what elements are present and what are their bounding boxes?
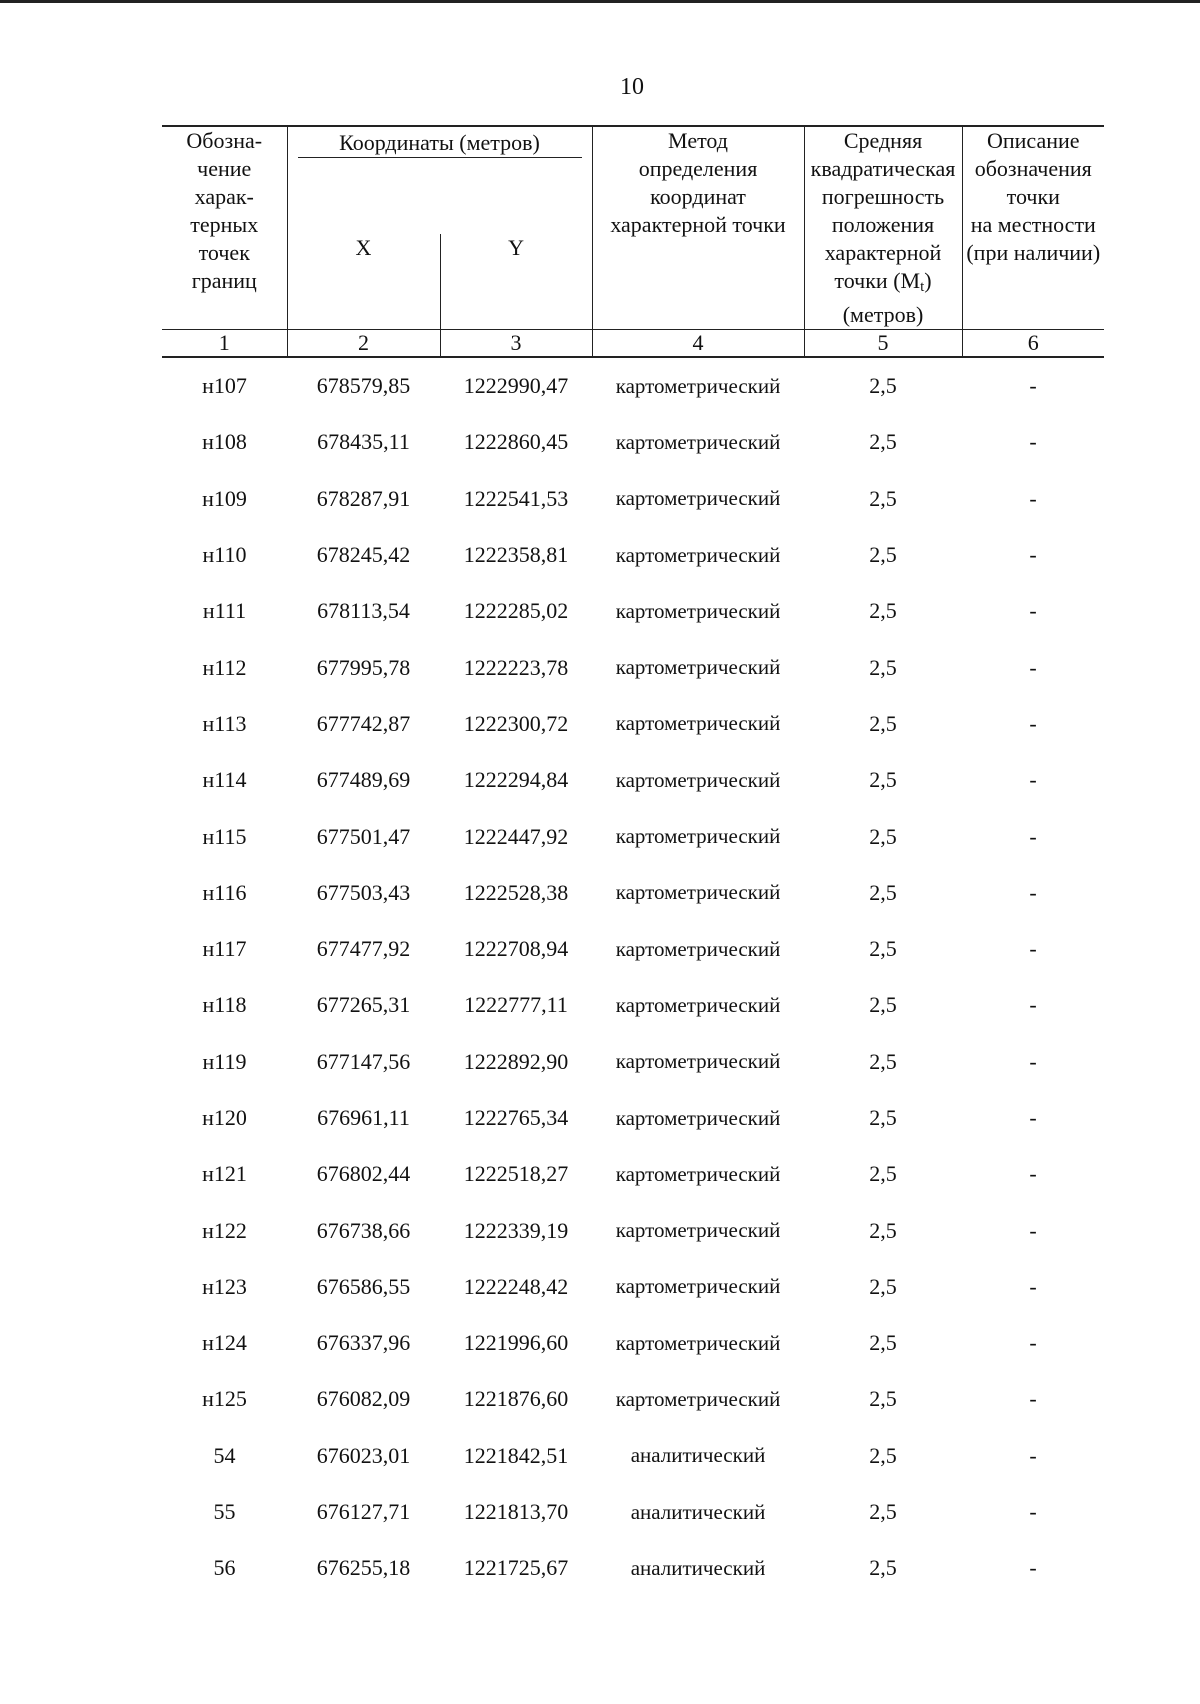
cell-method: картометрический [615,880,781,905]
cell-y: 1222518,27 [463,1161,569,1187]
cell-description: - [1029,767,1037,793]
cell-error: 2,5 [869,992,897,1018]
cell-method: картометрический [615,598,781,623]
cell-y: 1222777,11 [464,992,568,1018]
cell-error: 2,5 [869,1161,897,1187]
cell-x: 677501,47 [316,823,411,849]
cell-point: н107 [202,373,247,399]
column-number: 5 [804,330,962,358]
cell-method: картометрический [615,936,781,961]
cell-point: 55 [213,1499,236,1525]
cell-method: картометрический [615,486,781,511]
cell-description: - [1029,429,1037,455]
cell-x: 678287,91 [316,485,411,511]
cell-point: н108 [202,429,247,455]
cell-x: 677265,31 [316,992,411,1018]
cell-description: - [1029,654,1037,680]
cell-y: 1222358,81 [463,542,569,568]
header-mean-error-units: ) (метров) [842,268,932,327]
table-row [162,752,1104,808]
cell-error: 2,5 [869,1048,897,1074]
cell-error: 2,5 [869,1217,897,1243]
cell-error: 2,5 [869,710,897,736]
cell-point: н112 [202,654,247,680]
cell-description: - [1029,1217,1037,1243]
cell-x: 676961,11 [317,1105,410,1130]
cell-point: н120 [202,1105,247,1130]
table-row [162,1034,1104,1090]
cell-method: картометрический [615,1049,781,1074]
table-row [162,357,1104,414]
column-number: 3 [440,330,592,358]
cell-y: 1221996,60 [463,1330,569,1356]
cell-x: 676586,55 [316,1273,411,1299]
cell-error: 2,5 [869,1442,897,1468]
cell-x: 676127,71 [316,1499,411,1525]
cell-description: - [1029,1105,1037,1130]
cell-method: картометрический [615,767,781,792]
cell-y: 1222708,94 [463,936,569,962]
cell-x: 678579,85 [316,373,411,399]
cell-point: н109 [202,485,247,511]
table-row [162,527,1104,583]
header-method: Метод определения координат характерной точки [592,126,804,330]
cell-y: 1222990,47 [463,373,569,399]
header-mean-error [804,126,962,330]
table-row [162,1315,1104,1371]
cell-description: - [1029,1161,1037,1187]
cell-method: картометрический [615,1161,781,1186]
cell-x: 678245,42 [316,542,411,568]
table-row [162,1090,1104,1146]
cell-method: аналитический [630,1443,766,1468]
cell-method: картометрический [615,1274,781,1299]
cell-description: - [1029,598,1037,624]
cell-error: 2,5 [869,1555,897,1581]
cell-description: - [1029,879,1037,905]
cell-error: 2,5 [869,1386,897,1412]
table-row [162,414,1104,470]
cell-point: н122 [202,1217,247,1243]
cell-method: картометрический [615,711,781,736]
header-point-designation: Обозна- чение харак- терных точек границ [162,126,287,330]
cell-error: 2,5 [869,485,897,511]
cell-method: картометрический [615,992,781,1017]
cell-point: н114 [202,767,247,793]
header-mean-error-subscript: t [920,279,925,295]
column-number-row [162,330,1104,358]
cell-x: 676802,44 [316,1161,411,1187]
cell-description: - [1029,485,1037,511]
cell-description: - [1029,1273,1037,1299]
cell-description: - [1029,1499,1037,1525]
page-number: 10 [620,74,644,100]
cell-description: - [1029,1330,1037,1356]
cell-method: картометрический [615,1330,781,1355]
table-row [162,1202,1104,1258]
cell-method: аналитический [630,1499,766,1524]
cell-error: 2,5 [869,598,897,624]
cell-y: 1222765,34 [463,1105,569,1130]
cell-point: 56 [213,1555,236,1581]
cell-y: 1222541,53 [463,485,569,511]
header-coordinates-title: Координаты (метров) [298,129,582,158]
cell-y: 1222300,72 [463,710,569,736]
cell-method: картометрический [615,429,781,454]
cell-error: 2,5 [869,654,897,680]
table-row [162,471,1104,527]
cell-point: н115 [202,823,247,849]
table-row [162,1428,1104,1484]
cell-description: - [1029,936,1037,962]
table-row [162,1146,1104,1202]
table-header-row [162,126,1104,234]
cell-y: 1222447,92 [463,823,569,849]
cell-description: - [1029,1386,1037,1412]
cell-point: н113 [202,710,247,736]
header-x: X [287,234,440,330]
header-y: Y [440,234,592,330]
cell-description: - [1029,1442,1037,1468]
header-mean-error-text: Средняя квадратическая погрешность положения характерной точки (M [810,128,956,293]
cell-y: 1221876,60 [463,1386,569,1412]
cell-point: н125 [202,1386,247,1412]
cell-error: 2,5 [869,1330,897,1356]
cell-y: 1221813,70 [463,1499,569,1525]
column-number: 1 [162,330,287,358]
cell-description: - [1029,1048,1037,1074]
cell-x: 677489,69 [316,767,411,793]
boundary-points-table [162,125,1104,1597]
cell-y: 1221842,51 [463,1442,569,1468]
cell-method: аналитический [630,1555,766,1580]
table-row [162,865,1104,921]
table-row [162,639,1104,695]
cell-error: 2,5 [869,879,897,905]
cell-error: 2,5 [869,1499,897,1525]
cell-method: картометрический [615,1105,781,1130]
cell-y: 1222285,02 [463,598,569,624]
cell-x: 677503,43 [316,879,411,905]
cell-point: н121 [202,1161,247,1187]
cell-method: картометрический [615,655,781,680]
table-row [162,808,1104,864]
cell-method: картометрический [615,542,781,567]
cell-error: 2,5 [869,823,897,849]
cell-point: н117 [202,936,247,962]
column-number: 4 [592,330,804,358]
cell-point: н124 [202,1330,247,1356]
cell-error: 2,5 [869,373,897,399]
cell-x: 677995,78 [316,654,411,680]
cell-y: 1222248,42 [463,1273,569,1299]
header-coordinates [287,126,592,234]
table-row [162,583,1104,639]
page-top-edge [0,0,1200,3]
column-number: 6 [962,330,1104,358]
cell-description: - [1029,373,1037,399]
cell-x: 676082,09 [316,1386,411,1412]
table-row [162,1484,1104,1540]
table-row [162,1540,1104,1596]
cell-y: 1221725,67 [463,1555,569,1581]
table-row [162,696,1104,752]
cell-method: картометрический [615,824,781,849]
cell-x: 676023,01 [316,1442,411,1468]
cell-method: картометрический [615,1218,781,1243]
cell-y: 1222223,78 [463,654,569,680]
cell-point: 54 [213,1442,236,1468]
cell-y: 1222860,45 [463,429,569,455]
cell-error: 2,5 [869,936,897,962]
header-description: Описание обозначения точки на местности (при наличии) [962,126,1104,330]
cell-x: 677477,92 [316,936,411,962]
cell-error: 2,5 [869,767,897,793]
cell-point: н119 [202,1048,247,1074]
cell-error: 2,5 [869,1105,897,1130]
column-number: 2 [287,330,440,358]
cell-x: 677742,87 [316,710,411,736]
cell-point: н110 [202,542,247,568]
cell-y: 1222294,84 [463,767,569,793]
cell-y: 1222339,19 [463,1217,569,1243]
cell-x: 676738,66 [316,1217,411,1243]
cell-x: 676337,96 [316,1330,411,1356]
cell-y: 1222892,90 [463,1048,569,1074]
cell-error: 2,5 [869,542,897,568]
cell-x: 678435,11 [317,429,410,455]
cell-method: картометрический [615,1386,781,1411]
cell-point: н116 [202,879,247,905]
cell-point: н123 [202,1273,247,1299]
table-row [162,921,1104,977]
table-row [162,1259,1104,1315]
table-row [162,977,1104,1033]
cell-point: н118 [202,992,247,1018]
cell-x: 678113,54 [317,598,410,624]
cell-x: 677147,56 [316,1048,411,1074]
cell-description: - [1029,542,1037,568]
table-row [162,1371,1104,1427]
cell-method: картометрический [615,373,781,398]
cell-point: н111 [202,598,247,624]
cell-y: 1222528,38 [463,879,569,905]
cell-description: - [1029,710,1037,736]
cell-error: 2,5 [869,429,897,455]
cell-description: - [1029,823,1037,849]
cell-x: 676255,18 [316,1555,411,1581]
cell-description: - [1029,1555,1037,1581]
cell-description: - [1029,992,1037,1018]
cell-error: 2,5 [869,1273,897,1299]
